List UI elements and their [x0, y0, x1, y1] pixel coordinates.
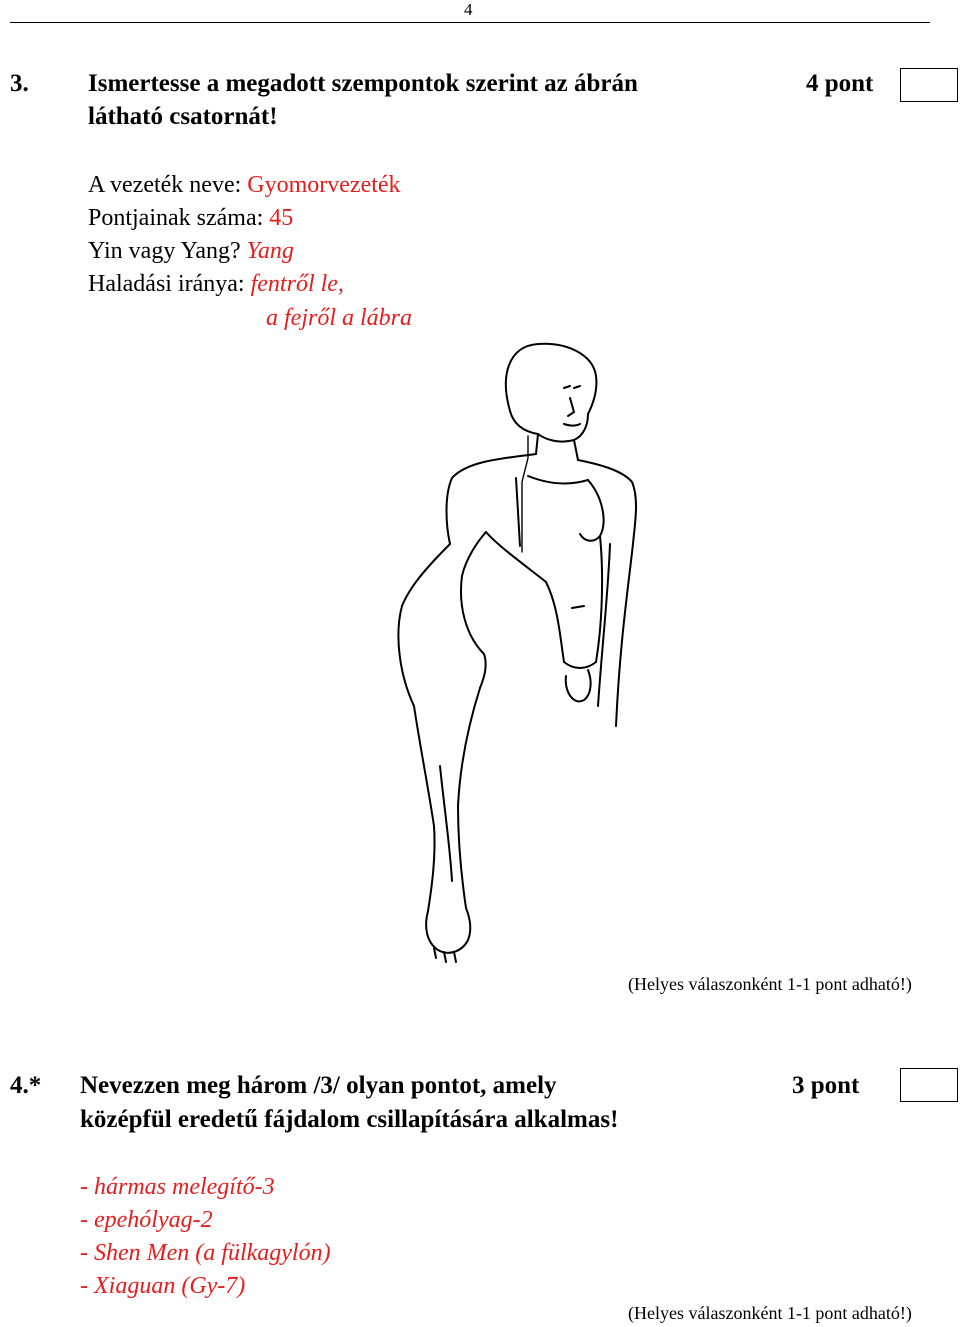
answer-label: Pontjainak száma: — [88, 205, 270, 231]
page-number: 4 — [464, 0, 473, 19]
q3-number: 3. — [10, 70, 29, 97]
q3-answer-points — [88, 205, 293, 232]
q4-number: 4.* — [10, 1072, 42, 1099]
q4-answer-4: - Xiaguan (Gy-7) — [80, 1273, 246, 1299]
q4-line1: Nevezzen meg három /3/ olyan pontot, amely — [80, 1072, 557, 1099]
q3-score-box[interactable] — [900, 68, 958, 102]
answer-label: A vezeték neve: — [88, 172, 248, 198]
q4-score-box[interactable] — [900, 1068, 958, 1102]
answer-label: Yin vagy Yang? — [88, 238, 247, 264]
q3-line1: Ismertesse a megadott szempontok szerint az ábrán — [88, 70, 638, 97]
answer-value: Yang — [246, 238, 294, 264]
q4-line2: középfül eredetű fájdalom csillapítására alkalmas! — [80, 1106, 619, 1133]
q4-scoring-note: (Helyes válaszonként 1-1 pont adható!) — [628, 1303, 912, 1323]
q3-answer-name — [88, 172, 401, 199]
q4-answer-2: - epehólyag-2 — [80, 1207, 213, 1233]
q3-answer-direction-cont: a fejről a lábra — [266, 305, 413, 331]
q4-answer-3: - Shen Men (a fülkagylón) — [80, 1240, 331, 1266]
header-rule — [10, 22, 930, 23]
answer-value: fentről le, — [250, 271, 344, 297]
answer-value: Gyomorvezeték — [247, 172, 401, 198]
q3-line2: látható csatornát! — [88, 103, 278, 130]
answer-label: Haladási iránya: — [88, 271, 251, 297]
q3-answer-direction — [88, 271, 344, 298]
q4-points: 3 pont — [792, 1072, 860, 1099]
q3-scoring-note: (Helyes válaszonként 1-1 pont adható!) — [628, 974, 912, 994]
q3-points: 4 pont — [806, 70, 874, 97]
q4-answer-1: - hármas melegítő-3 — [80, 1174, 275, 1200]
meridian-figure — [388, 336, 650, 968]
q3-answer-yinyang — [88, 238, 294, 265]
answer-value: 45 — [269, 205, 294, 231]
